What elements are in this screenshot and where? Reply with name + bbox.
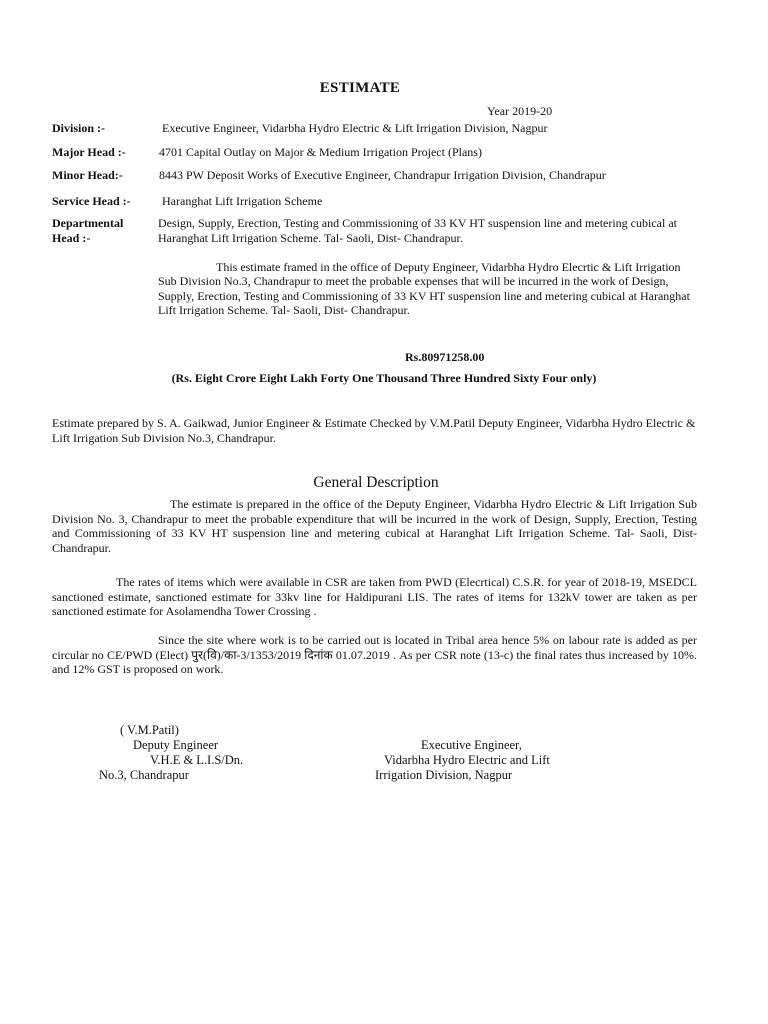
general-description-heading: General Description: [313, 474, 439, 491]
signature-right-designation: Executive Engineer,: [421, 738, 522, 752]
division-label: Division :-: [52, 121, 106, 135]
minor-head-label: Minor Head:-: [52, 168, 123, 182]
signature-right-division: Irrigation Division, Nagpur: [375, 768, 513, 782]
general-description-paragraph-2: The rates of items which were available in CSR are taken from PWD (Elecrtical) C.S.R. for year of 2018-19, MSEDCL sanctioned estimate, sanctioned estimate for 33kv line for Haldipurani LIS. The rates of items for 132kV tower are taken as per sanctioned estimate for Asolamendha Tower Crossing .: [52, 575, 697, 618]
service-head-label: Service Head :-: [52, 194, 131, 208]
signature-left-name: ( V.M.Patil): [120, 723, 179, 737]
estimate-amount: Rs.80971258.00: [405, 350, 485, 364]
estimate-year: Year 2019-20: [487, 104, 553, 118]
document-title: ESTIMATE: [319, 80, 401, 96]
major-head-label: Major Head :-: [52, 145, 126, 159]
major-head-value: 4701 Capital Outlay on Major & Medium Irrigation Project (Plans): [159, 145, 482, 159]
signature-left-location: No.3, Chandrapur: [99, 768, 189, 782]
departmental-head-value: Design, Supply, Erection, Testing and Commissioning of 33 KV HT suspension line and metering cubical at Haranghat Lift Irrigation Scheme. Tal- Saoli, Dist- Chandrapur.: [158, 216, 677, 245]
departmental-head-label: Departmental Head :-: [52, 216, 124, 245]
general-description-paragraph-1: The estimate is prepared in the office of the Deputy Engineer, Vidarbha Hydro Electric & Lift Irrigation Sub Division No. 3, Chandrapur to meet the probable expenditure that will be incurred in the work of Design, Supply, Erection, Testing and Commissioning of 33 KV HT suspension line and metering cubical at Haranghat Lift Irrigation Scheme. Tal- Saoli, Dist- Chandrapur.: [52, 497, 697, 555]
signature-right-office: Vidarbha Hydro Electric and Lift: [384, 753, 550, 767]
framed-paragraph: This estimate framed in the office of Deputy Engineer, Vidarbha Hydro Elecrtic & Lift Irrigation Sub Division No.3, Chandrapur to meet the probable expenses that will be incurred in the work of Design, Supply, Erection, Testing and Commissioning of 33 KV HT suspension line and metering cubical at Haranghat Lift Irrigation Scheme. Tal- Saoli, Dist- Chandrapur.: [158, 260, 690, 318]
minor-head-value: 8443 PW Deposit Works of Executive Engineer, Chandrapur Irrigation Division, Chandrapur: [159, 168, 606, 182]
prepared-by-note: Estimate prepared by S. A. Gaikwad, Junior Engineer & Estimate Checked by V.M.Patil Deputy Engineer, Vidarbha Hydro Electric & Lift Irrigation Sub Division No.3, Chandrapur.: [52, 416, 696, 445]
general-description-paragraph-3: Since the site where work is to be carried out is located in Tribal area hence 5% on labour rate is added as per circular no CE/PWD (Elect) पुर(वि)/का-3/1353/2019 दिनांक 01.07.2019 . As per CSR note (13-c) the final rates thus increased by 10%. and 12% GST is proposed on work.: [52, 633, 697, 676]
amount-in-words: (Rs. Eight Crore Eight Lakh Forty One Thousand Three Hundred Sixty Four only): [171, 371, 597, 385]
signature-left-office: V.H.E & L.I.S/Dn.: [150, 753, 244, 767]
signature-left-designation: Deputy Engineer: [133, 738, 219, 752]
service-head-value: Haranghat Lift Irrigation Scheme: [162, 194, 323, 208]
division-value: Executive Engineer, Vidarbha Hydro Electric & Lift Irrigation Division, Nagpur: [162, 121, 548, 135]
